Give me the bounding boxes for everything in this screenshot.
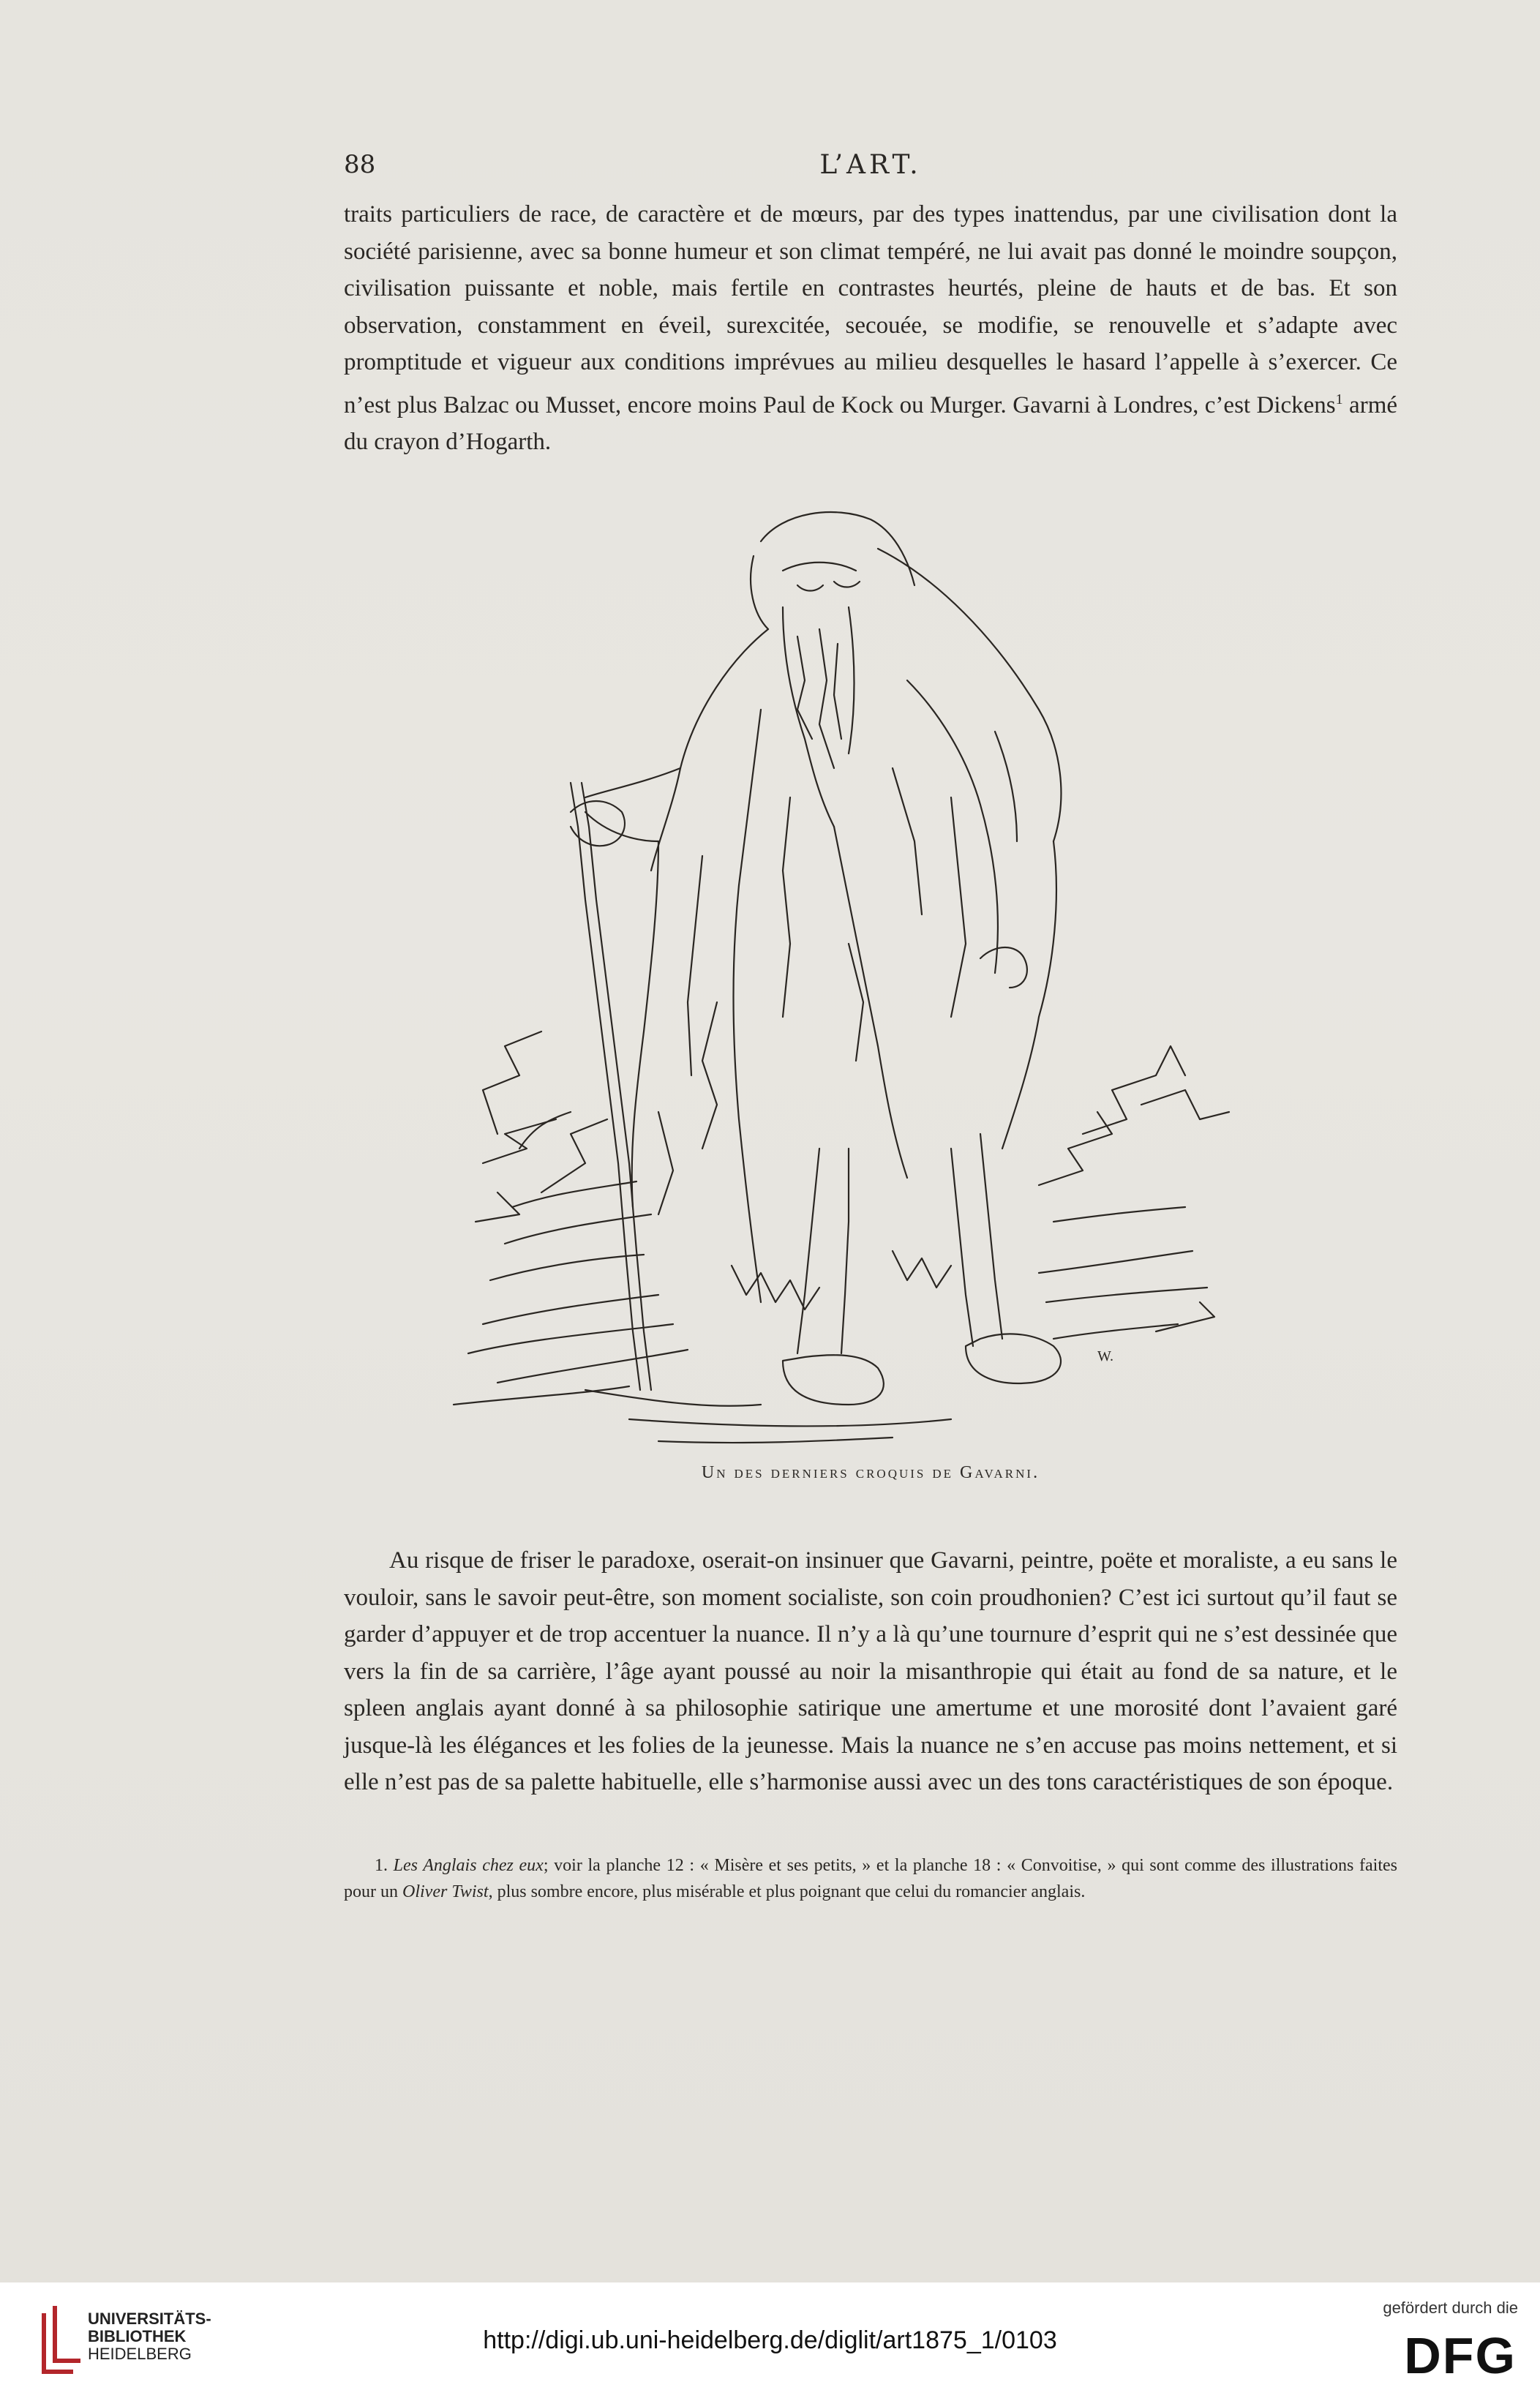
footnote-reference: 1 <box>1335 391 1343 407</box>
footnote-work-italic: Oliver Twist <box>402 1882 489 1901</box>
paragraph-1 <box>344 196 1397 461</box>
running-title: L’ART. <box>819 150 922 180</box>
page-header <box>344 150 1397 187</box>
library-name-line-1: UNIVERSITÄTS- <box>88 2310 211 2328</box>
footnote <box>344 1852 1397 1905</box>
dfg-logo: DFG <box>1404 2327 1517 2384</box>
footnote-number: 1. <box>375 1856 388 1875</box>
paragraph-1-end: armé du crayon d’Hogarth. <box>344 391 1398 455</box>
permalink-url[interactable]: http://digi.ub.uni-heidelberg.de/diglit/art1875_1/0103 <box>483 2326 1057 2354</box>
illustration-old-man-sketch <box>439 490 1280 1456</box>
library-name-line-3: HEIDELBERG <box>88 2345 192 2363</box>
paragraph-1-text: traits particuliers de race, de caractère et de mœurs, par des types inattendus, par une civilisation dont la société parisienne, avec sa bonne humeur et son climat tempéré, ne lui avait pas donné le moindre soupçon, civilisation puissante et noble, mais fertile en contrastes heurtés, pleine de hauts et de bas. Et son observation, constamment en éveil, surexcitée, secouée, se modifie, se renouvelle et s’adapte avec promptitude et vigueur aux conditions imprévues au milieu desquelles le hasard l’appelle à s’exercer. Ce n’est plus Balzac ou Musset, encore moins Paul de Kock ou Murger. Gavarni à Londres, c’est Dickens <box>344 201 1397 418</box>
funding-label: gefördert durch die <box>1383 2299 1518 2317</box>
paragraph-2: Au risque de friser le paradoxe, oserait-on insinuer que Gavarni, peintre, poëte et moraliste, a eu sans le vouloir, sans le savoir peut-être, son moment socialiste, son coin proudhonien? C’est ici surtout qu’il faut se garder d’appuyer et de trop accentuer la nuance. Il n’y a là qu’une tournure d’esprit qui ne s’est dessinée que vers la fin de sa carrière, l’âge ayant poussé au noir la misanthropie qui était au fond de sa nature, et le spleen anglais ayant donné à sa philosophie satirique une amertume et une morosité dont l’avaient garé jusque-là les élégances et les folies de la jeunesse. Mais la nuance ne s’en accuse pas moins nettement, et si elle n’est pas de sa palette habituelle, elle s’harmonise aussi avec un des tons caractéristiques de son époque. <box>344 1547 1397 1795</box>
footnote-text-2: , plus sombre encore, plus misérable et plus poignant que celui du romancier anglais. <box>488 1882 1086 1901</box>
artist-signature: W. <box>1097 1348 1114 1364</box>
footnote-title-italic: Les Anglais chez eux <box>393 1856 544 1875</box>
digitization-footer <box>0 2282 1540 2401</box>
page-number: 88 <box>344 150 376 179</box>
footnote-text-1: ; voir la planche 12 : « Misère et ses petits, » et la planche 18 : « Convoitise, » qui sont comme des illustrations faites pour un <box>344 1856 1397 1901</box>
library-name-line-2: BIBLIOTHEK <box>88 2327 187 2345</box>
illustration-caption: Un des derniers croquis de Gavarni. <box>701 1463 1040 1482</box>
